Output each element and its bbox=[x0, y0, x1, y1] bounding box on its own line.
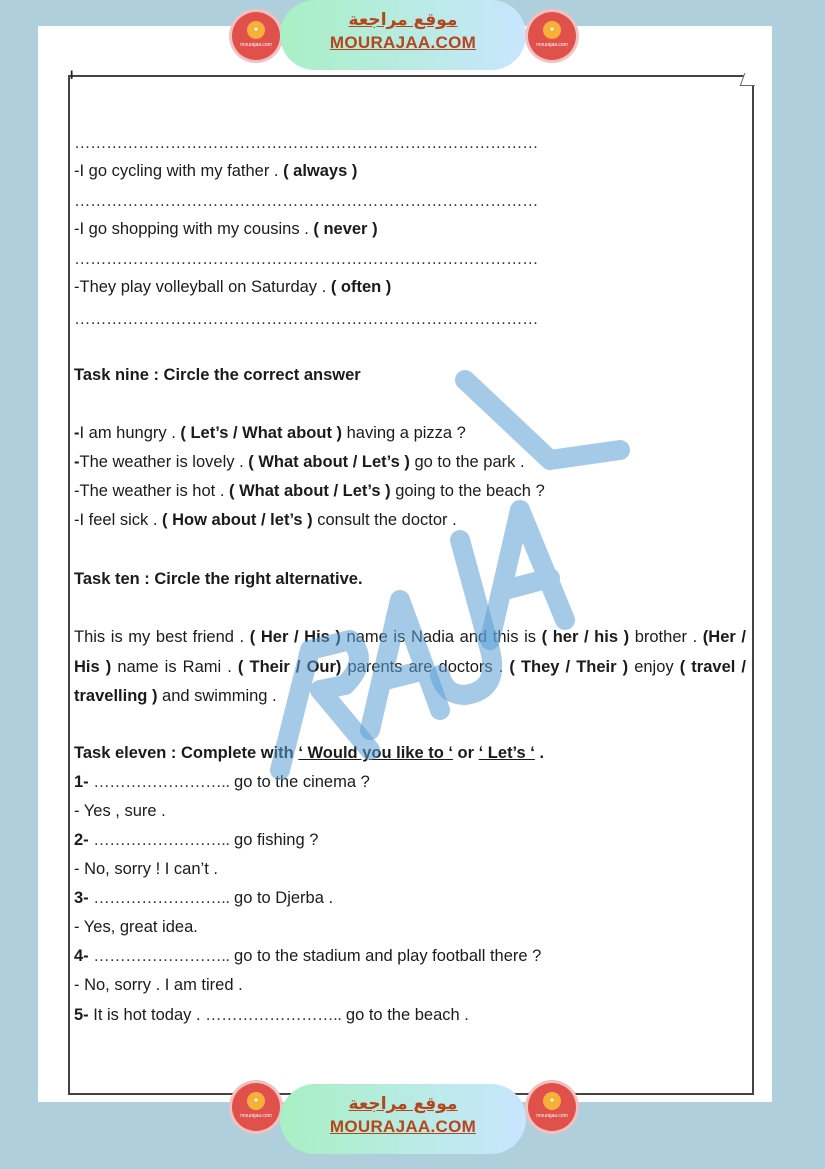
choice-option[interactable]: ( travel / travelling ) bbox=[74, 657, 746, 705]
choice-option[interactable]: ( How about / let’s ) bbox=[162, 511, 313, 529]
blank-field[interactable]: …………………….. bbox=[205, 1006, 342, 1024]
logo-badge-icon: ● bbox=[543, 1092, 561, 1110]
site-logo-right[interactable] bbox=[528, 12, 576, 60]
task-ten-title: Task ten : Circle the right alternative. bbox=[74, 570, 363, 588]
task-nine-item: -I am hungry . ( Let’s / What about ) having a pizza ? bbox=[74, 424, 466, 442]
blank-field[interactable]: …………………….. bbox=[93, 947, 230, 965]
choice-option[interactable]: ( her / his ) bbox=[541, 628, 630, 646]
blank-field[interactable]: …………………….. bbox=[93, 831, 230, 849]
task-eleven-reply: - Yes, great idea. bbox=[74, 918, 198, 936]
answer-line[interactable]: …………………………………………………………………………… bbox=[74, 250, 538, 268]
logo-caption: mourajaa.com bbox=[536, 42, 568, 48]
logo-caption: mourajaa.com bbox=[536, 1113, 568, 1119]
logo-badge-icon: ● bbox=[247, 1092, 265, 1110]
blank-field[interactable]: …………………….. bbox=[93, 773, 230, 791]
logo-badge-icon: ● bbox=[247, 21, 265, 39]
logo-badge-icon: ● bbox=[543, 21, 561, 39]
site-url-link[interactable]: MOURAJAA.COM bbox=[329, 1117, 477, 1136]
choice-option[interactable]: ( What about / Let’s ) bbox=[248, 453, 410, 471]
answer-line[interactable]: …………………………………………………………………………… bbox=[74, 310, 538, 328]
choice-option[interactable]: ( What about / Let’s ) bbox=[229, 482, 391, 500]
task-eleven-item: 2- …………………….. go fishing ? bbox=[74, 831, 319, 849]
task-nine-item: -The weather is lovely . ( What about / Let’s ) go to the park . bbox=[74, 453, 525, 471]
blank-field[interactable]: …………………….. bbox=[93, 889, 230, 907]
answer-line[interactable]: …………………………………………………………………………… bbox=[74, 192, 538, 210]
site-url-link[interactable]: MOURAJAA.COM bbox=[329, 33, 477, 52]
choice-option[interactable]: (Her / His ) bbox=[74, 628, 746, 676]
site-logo-left[interactable] bbox=[232, 12, 280, 60]
task-eleven-reply: - No, sorry ! I can’t . bbox=[74, 860, 218, 878]
task-nine-item: -I feel sick . ( How about / let’s ) consult the doctor . bbox=[74, 511, 457, 529]
task-eleven-title: Task eleven : Complete with ‘ Would you like to ‘ or ‘ Let’s ‘ . bbox=[74, 744, 545, 762]
task-eleven-reply: - Yes , sure . bbox=[74, 802, 166, 820]
choice-option[interactable]: ( They / Their ) bbox=[509, 657, 629, 676]
answer-line[interactable]: …………………………………………………………………………… bbox=[74, 134, 538, 152]
choice-option[interactable]: ( Let’s / What about ) bbox=[180, 424, 343, 442]
site-banner[interactable] bbox=[280, 0, 526, 70]
logo-caption: mourajaa.com bbox=[240, 1113, 272, 1119]
site-name-arabic[interactable]: موقع مراجعة bbox=[348, 1094, 458, 1114]
task-eleven-item: 3- …………………….. go to Djerba . bbox=[74, 889, 334, 907]
logo-caption: mourajaa.com bbox=[240, 42, 272, 48]
adverb-sentence: -I go cycling with my father . ( always ) bbox=[74, 162, 358, 180]
site-banner-footer[interactable] bbox=[280, 1084, 526, 1154]
task-eleven-item: 4- …………………….. go to the stadium and play football there ? bbox=[74, 947, 542, 965]
adverb-sentence: -They play volleyball on Saturday . ( often ) bbox=[74, 278, 392, 296]
site-logo-left-footer[interactable] bbox=[232, 1083, 280, 1131]
choice-option[interactable]: ( Their / Our) bbox=[237, 657, 342, 676]
choice-option[interactable]: ( Her / His ) bbox=[249, 628, 341, 646]
site-logo-right-footer[interactable] bbox=[528, 1083, 576, 1131]
adverb-sentence: -I go shopping with my cousins . ( never ) bbox=[74, 220, 378, 238]
corner-mark: I bbox=[70, 68, 74, 82]
task-nine-title: Task nine : Circle the correct answer bbox=[74, 366, 361, 384]
task-nine-item: -The weather is hot . ( What about / Let’s ) going to the beach ? bbox=[74, 482, 545, 500]
task-eleven-item: 5- It is hot today . …………………….. go to the beach . bbox=[74, 1006, 469, 1024]
task-ten-paragraph: This is my best friend . ( Her / His ) name is Nadia and this is ( her / his ) brother . (Her / His ) name is Rami . ( Their / Our) parents are doctors . ( They / Their ) enjoy ( travel / travelling ) and swimming . bbox=[74, 628, 746, 705]
task-eleven-item: 1- …………………….. go to the cinema ? bbox=[74, 773, 370, 791]
site-name-arabic[interactable]: موقع مراجعة bbox=[348, 10, 458, 30]
task-eleven-reply: - No, sorry . I am tired . bbox=[74, 976, 243, 994]
